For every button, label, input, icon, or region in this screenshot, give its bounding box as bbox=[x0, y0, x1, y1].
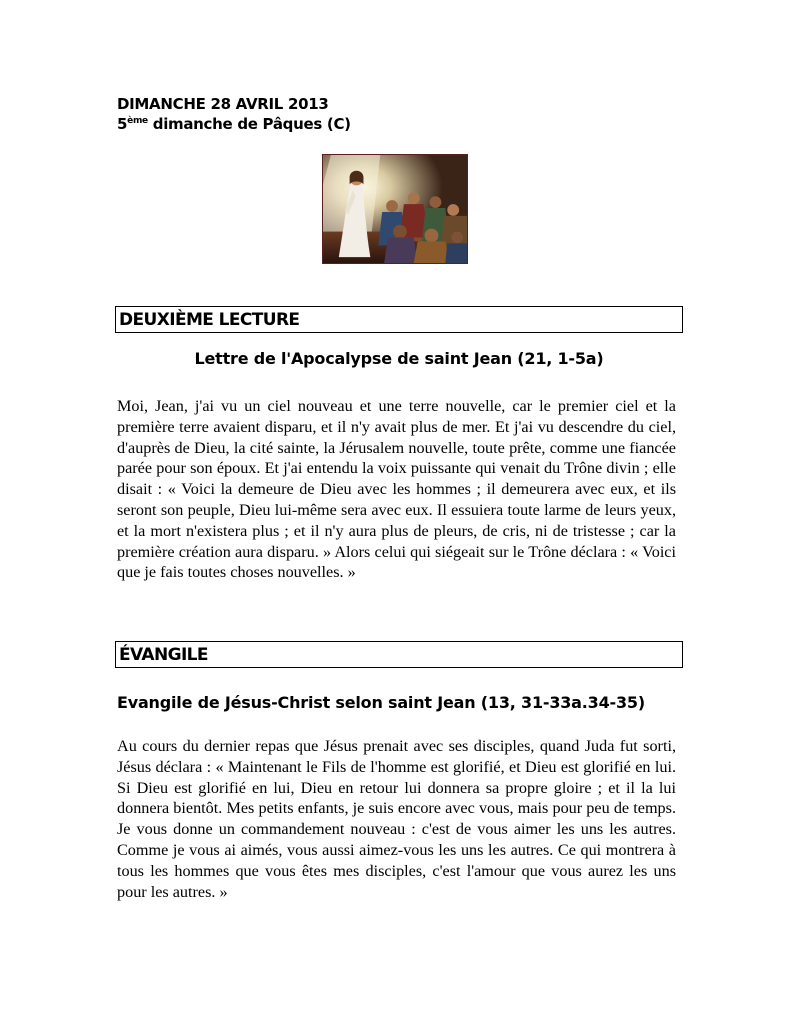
date-line: DIMANCHE 28 AVRIL 2013 bbox=[117, 95, 329, 113]
sunday-ordinal-suffix: ème bbox=[127, 116, 148, 126]
gospel-section-header bbox=[115, 641, 683, 668]
liturgical-sunday bbox=[117, 114, 351, 134]
second-reading-label: DEUXIÈME LECTURE bbox=[119, 310, 300, 330]
jesus-appearance-painting bbox=[322, 154, 468, 264]
second-reading-section-header bbox=[115, 306, 683, 333]
date-header bbox=[117, 94, 351, 134]
gospel-label: ÉVANGILE bbox=[119, 645, 208, 665]
gospel-title: Evangile de Jésus-Christ selon saint Jean (13, 31-33a.34-35) bbox=[117, 693, 645, 712]
second-reading-title: Lettre de l'Apocalypse de saint Jean (21, 1-5a) bbox=[194, 349, 604, 368]
sunday-number: 5 bbox=[117, 115, 128, 133]
sunday-label: dimanche de Pâques (C) bbox=[147, 115, 351, 133]
gospel-text: Au cours du dernier repas que Jésus prenait avec ses disciples, quand Juda fut sorti, Jésus déclara : « Maintenant le Fils de l'homme est glorifié, et Dieu est glorifié en lui. Si Dieu est glorifié en lui, Dieu en retour lui donnera sa propre gloire ; et il la lui donnera bientôt. Mes petits enfants, je suis encore avec vous, mais pour peu de temps. Je vous donne un commandement nouveau : c'est de vous aimer les uns les autres. Comme je vous ai aimés, vous aussi aimez-vous les uns les autres. Ce qui montrera à tous les hommes que vous êtes mes disciples, c'est l'amour que vous aurez les uns pour les autres. » bbox=[117, 737, 676, 901]
painting-icon bbox=[323, 155, 467, 263]
second-reading-text: Moi, Jean, j'ai vu un ciel nouveau et une terre nouvelle, car le premier ciel et la première terre avaient disparu, et il n'y avait plus de mer. Et j'ai vu descendre du ciel, d'auprès de Dieu, la cité sainte, la Jérusalem nouvelle, toute prête, comme une fiancée parée pour son époux. Et j'ai entendu la voix puissante qui venait du Trône divin ; elle disait : « Voici la demeure de Dieu avec les hommes ; il demeurera avec eux, et ils seront son peuple, Dieu lui-même sera avec eux. Il essuiera toute larme de leurs yeux, et la mort n'existera plus ; et il n'y aura plus de pleurs, de cris, ni de tristesse ; car la première création aura disparu. » Alors celui qui siégeait sur le Trône déclara : « Voici que je fais toutes choses nouvelles. » bbox=[117, 397, 676, 582]
